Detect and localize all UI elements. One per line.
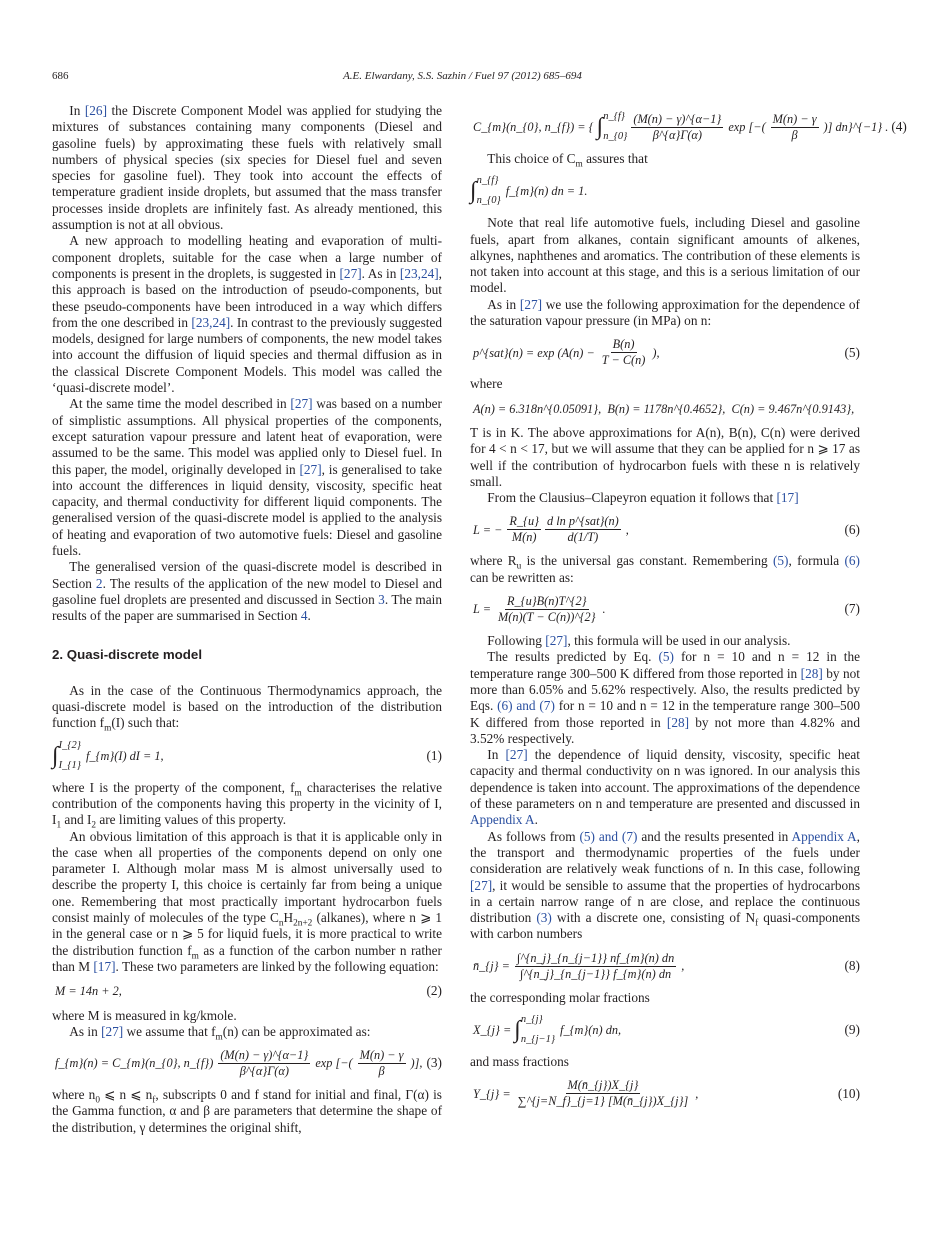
citation-link[interactable]: [27]: [505, 747, 528, 763]
integral-sign-icon: ∫: [596, 113, 604, 140]
fraction-numerator: M(n) − γ: [359, 1048, 404, 1063]
fraction: [516, 1078, 691, 1109]
integral: [514, 1014, 555, 1046]
equation-text: X_{j} =: [473, 1022, 512, 1037]
fraction-numerator: M(n) − γ: [772, 111, 817, 126]
integral-upper-limit: n_{f}: [603, 111, 626, 122]
equation-body: [52, 983, 125, 999]
fraction-numerator: ∫^{n_j}_{n_{j−1}} nf_{m}(n) dn: [516, 950, 675, 965]
fraction-denominator: ∑^{j=N_f}_{j=1} [M(n̄_{j})X_{j}]: [517, 1094, 689, 1109]
fraction-numerator: (M(n) − γ)^{α−1}: [220, 1048, 309, 1063]
integral-lower-limit: n_{j−1}: [520, 1033, 556, 1045]
citation-link[interactable]: [17]: [93, 958, 116, 974]
paragraph: From the Clausius–Clapeyron equation it follows that [17]: [487, 490, 799, 506]
fraction: [507, 514, 541, 545]
section-heading: 2. Quasi-discrete model: [52, 646, 203, 662]
equation-text: L =: [473, 602, 491, 617]
equation-10: [470, 1078, 860, 1109]
equation-body: [470, 1014, 624, 1046]
equation-body: [470, 594, 609, 625]
paragraph: where M is measured in kg/kmole.: [52, 1007, 237, 1023]
paragraph: where $n_0$ ⩽ n ⩽ $n_f$, subscripts 0 and f stand for initial and final, Γ(α) is the Gamma function, α and β are parameters that determine the shape of the distribution, γ determines the original shift,: [52, 1087, 442, 1135]
paragraph: As in [27] we use the following approximation for the dependence of the saturation vapour pressure (in MPa) on n:: [470, 296, 860, 329]
fraction-numerator: M(n̄_{j})X_{j}: [567, 1078, 639, 1093]
citation-link[interactable]: Appendix A: [791, 828, 857, 844]
citation-link[interactable]: [27]: [299, 461, 322, 477]
equation-number: (6): [844, 521, 860, 537]
equation-text: A(n) = 6.318n^{0.05091}, B(n) = 1178n^{0.4652}, C(n) = 9.467n^{0.9143},: [473, 401, 855, 416]
fraction: [515, 951, 676, 982]
citation-link[interactable]: 3: [378, 591, 385, 607]
integral-upper-limit: n_{j}: [520, 1013, 543, 1025]
equation-text: .: [602, 602, 606, 617]
integral-upper-limit: n_{f}: [476, 175, 499, 187]
right-column: [470, 103, 907, 1117]
citation-link[interactable]: [27]: [519, 296, 543, 312]
equation-2: [52, 983, 442, 999]
equation-text: ,: [625, 522, 629, 537]
paragraph: In [26] the Discrete Component Model was applied for studying the mixtures of substances containing many components (Diesel and gasoline fuels) by approximating these fuels with relatively small numbers of physical species (six species for Diesel fuel and seven species for gasoline fuel). They took into account the effects of temperature gradient inside droplets, but assumed that the mass transfer processes inside droplets are infinitely fast. As already mentioned, this assumption is not at all obvious.: [52, 103, 442, 233]
page-number: 686: [52, 70, 69, 82]
paragraph: where I is the property of the component, $f_m$ characterises the relative contribution of the components having this property in the vicinity of I, $I_1$ and $I_2$ are limiting values of this property.: [52, 779, 442, 831]
equation-4: [470, 111, 907, 143]
fraction: [600, 337, 648, 368]
equation-normalization: [470, 175, 860, 207]
integral-limits: [521, 1014, 555, 1046]
citation-link[interactable]: Appendix A: [470, 812, 535, 828]
fraction-denominator: β^{α}Γ(α): [652, 127, 702, 142]
citation-link[interactable]: [17]: [776, 490, 799, 506]
integral-lower-limit: I_{1}: [58, 759, 81, 771]
paragraph: where: [470, 376, 503, 392]
equation-number: (3): [426, 1055, 442, 1071]
fraction-denominator: d(1/T): [567, 530, 599, 545]
citation-link[interactable]: [27]: [339, 265, 362, 281]
paragraph: An obvious limitation of this approach is that it is applicable only in the case when all properties of the components depend on only one parameter I. Although molar mass M is almost universally used to describe the property I, this choice is certainly far from being a unique one. Remembering that most practically important hydrocarbon fuels consist mainly of molecules of the type $C_nH_{2n+2}$ (alkanes), where n ⩾ 1 in the general case or n ⩾ 5 for liquid fuels, it is more practical to write the distribution function $f_m$ as a function of the carbon number n rather than M [17]. These two parameters are linked by the following equation:: [52, 828, 442, 974]
fraction-denominator: M(n)(T − C(n))^{2}: [498, 610, 596, 625]
citation-link[interactable]: (3): [536, 910, 552, 926]
equation-text: exp [−(: [728, 119, 766, 134]
equation-body: [470, 1078, 701, 1109]
equation-text: )] dn}^{−1} .: [823, 119, 889, 134]
fraction: [631, 112, 723, 143]
equation-number: (7): [844, 601, 860, 617]
equation-3: [52, 1048, 442, 1079]
integral-upper-limit: I_{2}: [58, 739, 81, 751]
fraction-numerator: B(n): [612, 337, 635, 352]
equation-5: [470, 337, 860, 368]
integral-sign-icon: ∫: [470, 178, 477, 205]
citation-link[interactable]: [23,24]: [399, 265, 439, 281]
equation-7: [470, 594, 860, 625]
fraction-numerator: (M(n) − γ)^{α−1}: [633, 111, 722, 126]
citation-link[interactable]: (6) and (7): [497, 698, 555, 714]
equation-number: (8): [844, 958, 860, 974]
fraction: [496, 594, 598, 625]
fraction: [771, 112, 819, 143]
equation-number: (2): [426, 983, 442, 999]
fraction: [218, 1048, 310, 1079]
equation-body: [52, 740, 167, 772]
paragraph: Note that real life automotive fuels, including Diesel and gasoline fuels, apart from alkanes, contain significant amounts of alkenes, alkynes, naphthenes and aromatics. The contribution of these elements is not taken into account at this stage, and this is a serious limitation of our model.: [470, 215, 860, 296]
paragraph: As in the case of the Continuous Thermodynamics approach, the quasi-discrete model is based on the introduction of the distribution function $f_m(I)$ such that:: [52, 682, 442, 735]
citation-link[interactable]: [27]: [101, 1023, 124, 1039]
integral: [470, 175, 501, 207]
fraction: [545, 514, 621, 545]
equation-text: M = 14n + 2,: [55, 984, 122, 999]
equation-text: C_{m}(n_{0}, n_{f}) = {: [473, 119, 594, 134]
citation-link[interactable]: (5): [658, 649, 674, 665]
citation-link[interactable]: [27]: [545, 633, 568, 649]
equation-text: n̄_{j} =: [473, 959, 510, 974]
paragraph: the corresponding molar fractions: [470, 989, 650, 1005]
equation-8: [470, 951, 860, 982]
fraction-numerator: R_{u}B(n)T^{2}: [507, 594, 587, 609]
equation-text: p^{sat}(n) = exp (A(n) −: [473, 345, 595, 360]
paragraph: This choice of $C_m$ assures that: [487, 151, 648, 170]
citation-link[interactable]: 4: [300, 608, 308, 624]
integral-sign-icon: ∫: [52, 742, 59, 769]
running-title: A.E. Elwardany, S.S. Sazhin / Fuel 97 (2012) 685–694: [343, 70, 582, 82]
equation-6: [470, 514, 860, 545]
equation-body: [470, 951, 687, 982]
equation-number: (9): [844, 1021, 860, 1037]
paragraph: and mass fractions: [470, 1053, 569, 1069]
paragraph: A new approach to modelling heating and evaporation of multi-component droplets, suitable for the case when a large number of components is present in the droplets, is suggested in [27]. As in [23,24], this approach is based on the introduction of pseudo-components, but these pseudo-components have been introduced in a way which differs from the one described in [23,24]. In contrast to the previously suggested models, designed for large numbers of components, the new model takes into account the diffusion of liquid species and thermal diffusion as in the classical Discrete Component Models. This model was called the ‘quasi-discrete model’.: [52, 233, 442, 396]
fraction-denominator: β: [791, 127, 798, 142]
citation-link[interactable]: [26]: [84, 103, 107, 118]
equation-number: (1): [426, 747, 442, 763]
paragraph: As follows from (5) and (7) and the results presented in Appendix A, the transport and thermodynamic properties of the fuels under consideration are relatively weak functions of n. In this case, following [27], it would be sensible to assume that the properties of hydrocarbons in a certain narrow range of n are close, and replace the continuous distribution (3) with a discrete one, consisting of $N_f$ quasi-components with carbon numbers: [470, 828, 861, 942]
equation-body: [470, 111, 891, 143]
citation-link[interactable]: [27]: [470, 877, 493, 893]
fraction-denominator: ∫^{n_j}_{n_{j−1}} f_{m}(n) dn: [519, 966, 672, 981]
citation-link[interactable]: (5): [772, 553, 789, 569]
fraction-denominator: β^{α}Γ(α): [239, 1064, 289, 1079]
citation-link[interactable]: (6): [844, 553, 860, 569]
equation-text: ,: [695, 1086, 699, 1101]
equation-text: f_{m}(n) = C_{m}(n_{0}, n_{f}): [55, 1056, 214, 1071]
paragraph: As in [27] we assume that $f_m(n)$ can be approximated as:: [69, 1023, 371, 1043]
left-column: [52, 103, 442, 1136]
paragraph: The generalised version of the quasi-discrete model is described in Section 2. The results of the application of the new model to Diesel and gasoline fuel droplets are presented and discussed in Section 3. The main results of the paper are summarised in Section 4.: [52, 559, 442, 624]
fraction-denominator: T − C(n): [601, 353, 646, 368]
equation-text: f_{m}(n) dn,: [560, 1022, 622, 1037]
equation-text: L = −: [473, 522, 503, 537]
equation-text: f_{m}(n) dn = 1.: [505, 184, 588, 199]
equation-abc: [470, 401, 860, 417]
paragraph: Following [27], this formula will be used in our analysis.: [487, 633, 791, 649]
equation-text: )],: [410, 1056, 423, 1071]
integral: [52, 740, 81, 772]
equation-text: ,: [681, 959, 685, 974]
equation-1: [52, 740, 442, 772]
citation-link[interactable]: 2: [95, 575, 103, 591]
fraction-denominator: M(n): [511, 530, 537, 545]
fraction: [358, 1048, 406, 1079]
integral-limits: [477, 175, 501, 207]
integral-limits: [59, 740, 81, 772]
equation-number: (4): [891, 118, 907, 134]
equation-number: (10): [837, 1085, 860, 1101]
fraction-denominator: β: [378, 1064, 385, 1079]
paragraph: At the same time the model described in [27] was based on a number of simplistic assumptions. All physical properties of the components, except saturation vapour pressure and latent heat of evaporation, were assumed to be the same. This model was applied only to Diesel fuel. In this paper, the model, originally developed in [27], is generalised to take into account the differences in liquid density, viscosity, specific heat capacity, and thermal conductivity for different liquid components. The generalised version of the quasi-discrete model is applied to the analysis of heating and evaporation of two automotive fuels: Diesel and gasoline fuels.: [52, 396, 442, 559]
equation-text: Y_{j} =: [473, 1086, 511, 1101]
paragraph: The results predicted by Eq. (5) for n = 10 and n = 12 in the temperature range 300–500 K differed from those reported in [28] by not more than 6.05% and 5.62% respectively. Also, the results predicted by Eqs. (6) and (7) for n = 10 and n = 12 in the temperature range 300–500 K differed from those reported in [28] by not more than 4.82% and 3.52% respectively.: [470, 649, 861, 746]
paragraph: T is in K. The above approximations for A(n), B(n), C(n) were derived for 4 < n < 17, but we will assume that they can be applied for n ⩾ 17 as well if the contribution of hydrocarbon fuels with these n is relatively small.: [470, 424, 860, 489]
citation-link[interactable]: [27]: [290, 396, 313, 412]
equation-body: [470, 514, 632, 545]
integral-limits: [603, 111, 627, 143]
citation-link[interactable]: [28]: [800, 665, 823, 681]
fraction-numerator: d ln p^{sat}(n): [547, 514, 619, 529]
integral: [597, 111, 628, 143]
paragraph: where $R_u$ is the universal gas constant. Remembering (5), formula (6) can be rewritten as:: [470, 553, 860, 585]
equation-number: (5): [844, 344, 860, 360]
integral-lower-limit: n_{0}: [603, 131, 628, 142]
equation-body: [470, 337, 663, 368]
equation-body: [470, 175, 590, 207]
integral-lower-limit: n_{0}: [476, 195, 501, 207]
equation-text: exp [−(: [315, 1056, 353, 1071]
equation-body: [52, 1048, 425, 1079]
equation-9: [470, 1014, 860, 1046]
fraction-numerator: R_{u}: [509, 514, 540, 529]
paragraph: In [27] the dependence of liquid density, viscosity, specific heat capacity and thermal conductivity on n was ignored. In our analysis this dependence is taken into account. The approximations of the dependence of these parameters on n and temperature are presented and discussed in Appendix A.: [470, 747, 860, 828]
citation-link[interactable]: (5) and (7): [579, 828, 638, 844]
equation-text: f_{m}(I) dI = 1,: [85, 748, 164, 763]
integral-sign-icon: ∫: [514, 1016, 521, 1043]
citation-link[interactable]: [28]: [666, 714, 690, 730]
equation-text: ),: [652, 345, 660, 360]
citation-link[interactable]: [23,24]: [191, 314, 231, 330]
equation-body: [470, 401, 857, 417]
